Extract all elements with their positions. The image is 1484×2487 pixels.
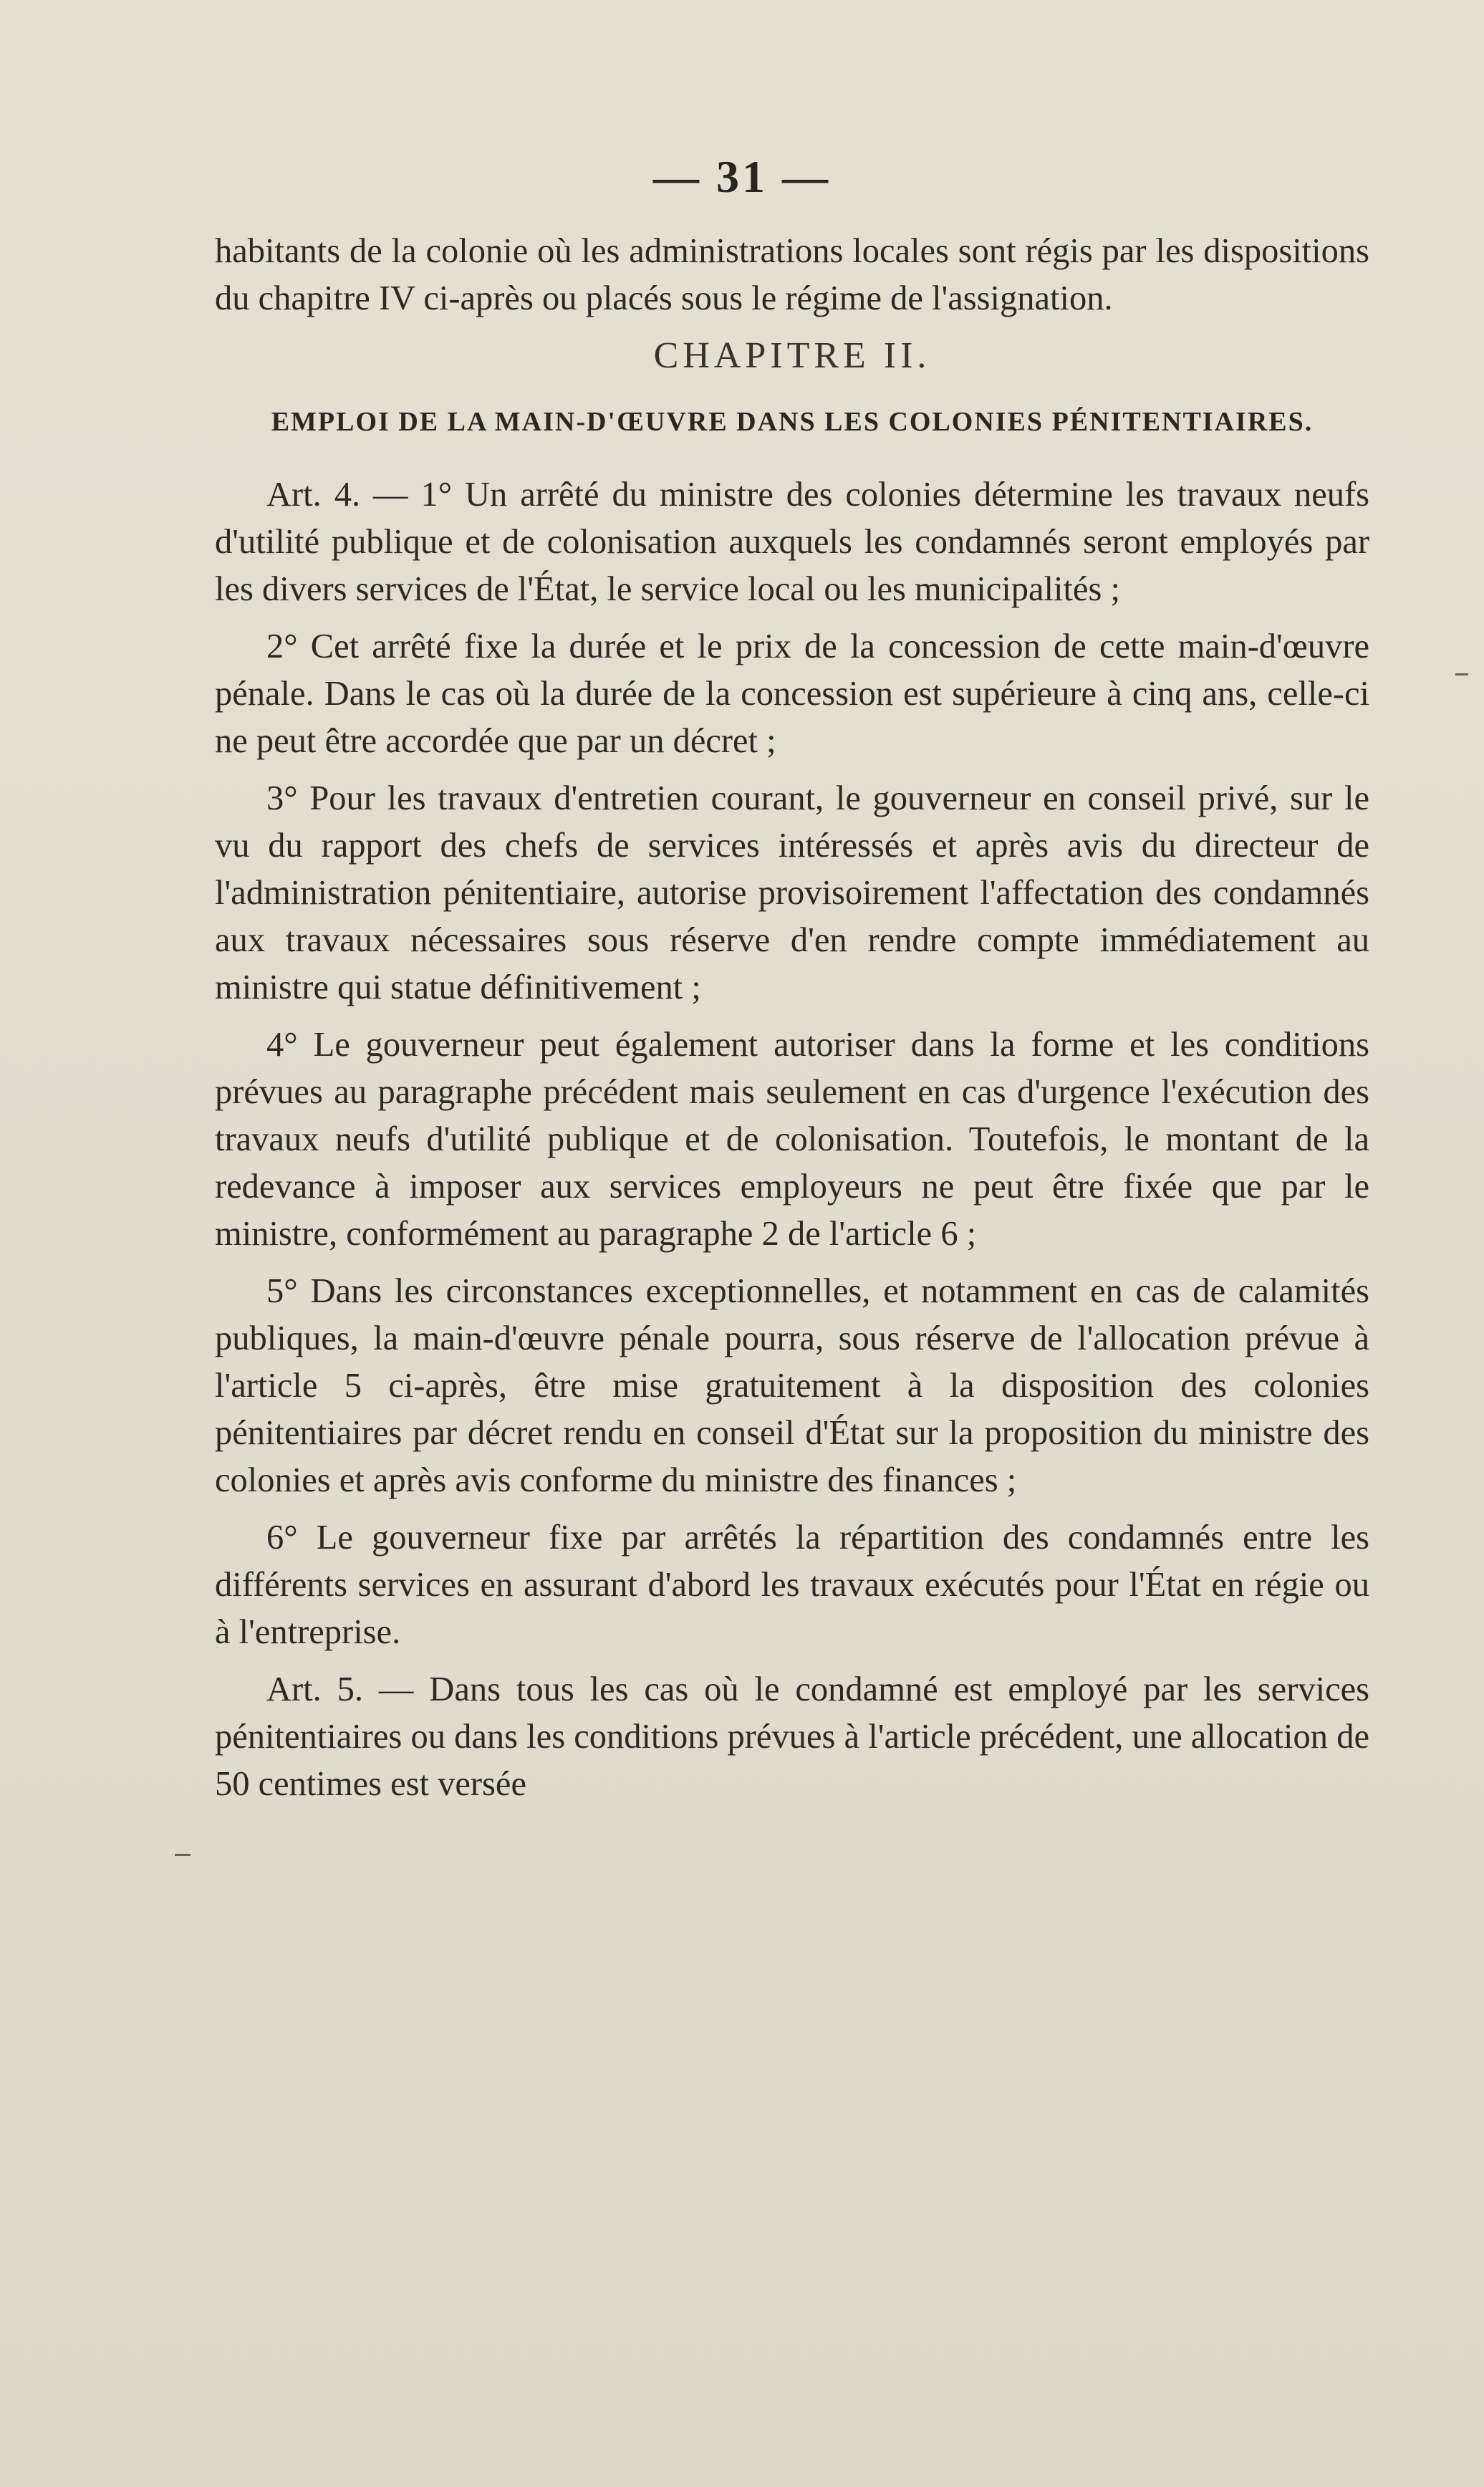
article-4-paragraph-6: 6° Le gouverneur fixe par arrêtés la répartition des condamnés entre les différents services en assurant d'abord les travaux exécutés pour l'État en régie ou à l'entreprise. [215, 1519, 1369, 1651]
body-text [215, 228, 1369, 1808]
article-4-paragraph-3: 3° Pour les travaux d'entretien courant, le gouverneur en conseil privé, sur le vu du rapport des chefs de services intéressés et après avis du directeur de l'administration pénitentiaire, autorise provisoirement l'affectation des condamnés aux travaux nécessaires sous réserve d'en rendre compte immédiatement au ministre qui statue définitivement ; [215, 779, 1369, 1006]
margin-mark-right [1455, 673, 1468, 675]
margin-mark-left [175, 1854, 191, 1856]
article-4-paragraph-5: 5° Dans les circonstances exceptionnelles, et notamment en cas de calamités publiques, la main-d'œuvre pénale pourra, sous réserve de l'allocation prévue à l'article 5 ci-après, être mise gratuitement à la disposition des colonies pénitentiaires par décret rendu en conseil d'État sur la proposition du ministre des colonies et après avis conforme du ministre des finances ; [215, 1272, 1369, 1499]
intro-paragraph: habitants de la colonie où les administrations locales sont régis par les dispositions du chapitre IV ci-après ou placés sous le régime de l'assignation. [215, 232, 1369, 317]
article-4-paragraph-2: 2° Cet arrêté fixe la durée et le prix de la concession de cette main-d'œuvre pénale. Dans le cas où la durée de la concession est supérieure à cinq ans, celle-ci ne peut être accordée que par un décret ; [215, 627, 1369, 760]
page-number: — 31 — [653, 151, 831, 202]
article-4-paragraph-4: 4° Le gouverneur peut également autoriser dans la forme et les conditions prévues au paragraphe précédent mais seulement en cas d'urgence l'exécution des travaux neufs d'utilité publique et de colonisation. Toutefois, le montant de la redevance à imposer aux services employeurs ne peut être fixée que par le ministre, conformément au paragraphe 2 de l'article 6 ; [215, 1026, 1369, 1253]
article-5-paragraph-1: Art. 5. — Dans tous les cas où le condamné est employé par les services pénitentiaires ou dans les conditions prévues à l'article précédent, une allocation de 50 centimes est versée [215, 1670, 1369, 1803]
chapter-title: CHAPITRE II. [653, 335, 931, 376]
article-4-paragraph-1: Art. 4. — 1° Un arrêté du ministre des colonies détermine les travaux neufs d'utilité publique et de colonisation auxquels les condamnés seront employés par les divers services de l'État, le service local ou les municipalités ; [215, 476, 1369, 608]
chapter-subtitle: EMPLOI DE LA MAIN-D'ŒUVRE DANS LES COLONIES PÉNITENTIAIRES. [271, 407, 1314, 437]
